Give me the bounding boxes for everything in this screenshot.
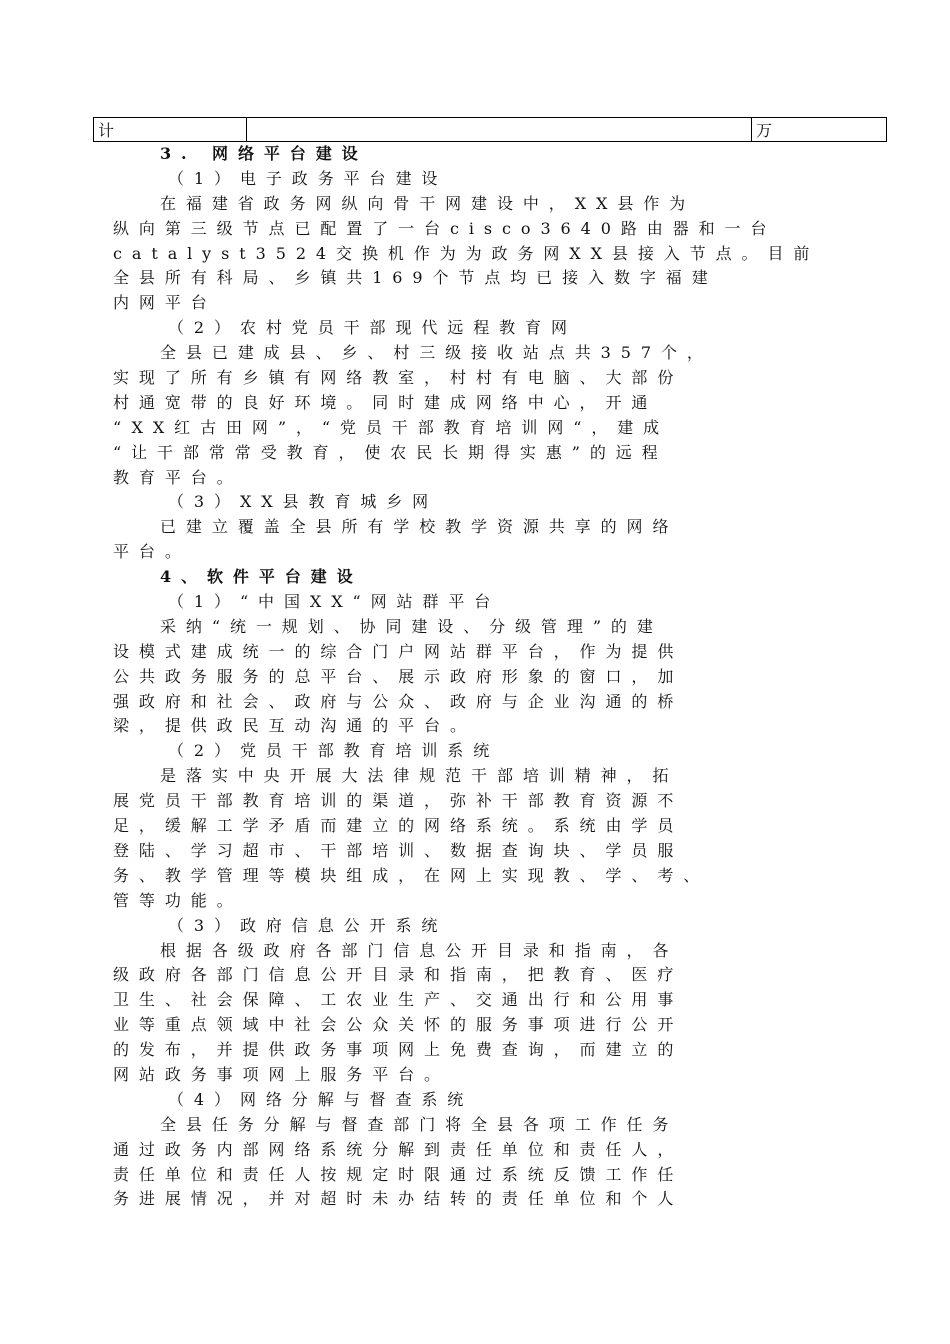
paragraph-line: 设模式建成统一的综合门户网站群平台，作为提供 [113, 641, 684, 661]
paragraph-first-line: 全县任务分解与督查部门将全县各项工作任务 [160, 1114, 679, 1134]
paragraph-line: 级政府各部门信息公开目录和指南，把教育、医疗 [113, 965, 684, 985]
paragraph-first-line: 采纳“统一规划、协同建设、分级管理”的建 [160, 616, 663, 636]
paragraph-first-line: 已建立覆盖全县所有学校教学资源共享的网络 [160, 517, 679, 537]
subsection-heading: （4）网络分解与督查系统 [168, 1089, 474, 1109]
paragraph-first-line: 在福建省政务网纵向骨干网建设中，XX县作为 [160, 193, 696, 213]
paragraph-line: 网站政务事项网上服务平台。 [113, 1064, 450, 1084]
paragraph-first-line: 全县已建成县、乡、村三级接收站点共357个， [160, 343, 713, 363]
subsection-heading: （1）电子政务平台建设 [168, 168, 448, 188]
subsection-heading: （1）“中国XX“网站群平台 [168, 592, 501, 612]
paragraph-line: 卫生、社会保障、工农业生产、交通出行和公用事 [113, 990, 684, 1010]
paragraph-line: 管等功能。 [113, 890, 243, 910]
paragraph-line: catalyst3524交换机作为为政务网XX县接入节点。目前 [113, 243, 820, 263]
paragraph-line: 平台。 [113, 542, 191, 562]
paragraph-line: “XX红古田网”，“党员干部教育培训网“，建成 [113, 417, 670, 437]
paragraph-line: 务进展情况，并对超时未办结转的责任单位和个人 [113, 1189, 684, 1209]
document-body [113, 142, 853, 1212]
table-cell: 计 [94, 118, 247, 142]
subsection-heading: （2）党员干部教育培训系统 [168, 741, 500, 761]
paragraph-line: 梁，提供政民互动沟通的平台。 [113, 716, 476, 736]
table-cell: 万 [752, 118, 887, 142]
table-row [94, 118, 887, 142]
paragraph-line: “让干部常常受教育，使农民长期得实惠”的远程 [113, 442, 668, 462]
paragraph-line: 务、教学管理等模块组成，在网上实现教、学、考、 [113, 865, 710, 885]
subsection-heading: （2）农村党员干部现代远程教育网 [168, 318, 577, 338]
paragraph-line: 强政府和社会、政府与公众、政府与企业沟通的桥 [113, 691, 684, 711]
section-heading: 4、软件平台建设 [160, 567, 363, 587]
paragraph-first-line: 是落实中央开展大法律规范干部培训精神，拓 [160, 766, 679, 786]
paragraph-line: 全县所有科局、乡镇共169个节点均已接入数字福建 [113, 268, 718, 288]
paragraph-line: 业等重点领域中社会公众关怀的服务事项进行公开 [113, 1015, 684, 1035]
paragraph-line: 纵向第三级节点已配置了一台cisco3640路由器和一台 [113, 218, 777, 238]
paragraph-first-line: 根据各级政府各部门信息公开目录和指南，各 [160, 940, 679, 960]
paragraph-line: 公共政务服务的总平台、展示政府形象的窗口，加 [113, 666, 684, 686]
paragraph-line: 的发布，并提供政务事项网上免费查询，而建立的 [113, 1040, 684, 1060]
subsection-heading: （3）政府信息公开系统 [168, 915, 448, 935]
paragraph-line: 实现了所有乡镇有网络教室，村村有电脑、大部份 [113, 368, 684, 388]
paragraph-line: 内网平台 [113, 293, 217, 313]
paragraph-line: 登陆、学习超市、干部培训、数据查询块、学员服 [113, 840, 684, 860]
paragraph-line: 足，缓解工学矛盾而建立的网络系统。系统由学员 [113, 816, 684, 836]
subsection-heading: （3）XX县教育城乡网 [168, 492, 439, 512]
summary-table [93, 117, 887, 142]
table-cell [247, 118, 752, 142]
paragraph-line: 教育平台。 [113, 467, 243, 487]
section-heading: 3. 网络平台建设 [160, 144, 368, 163]
paragraph-line: 村通宽带的良好环境。同时建成网络中心，开通 [113, 392, 658, 412]
paragraph-line: 展党员干部教育培训的渠道，弥补干部教育资源不 [113, 791, 684, 811]
paragraph-line: 通过政务内部网络系统分解到责任单位和责任人， [113, 1139, 684, 1159]
paragraph-line: 责任单位和责任人按规定时限通过系统反馈工作任 [113, 1164, 684, 1184]
